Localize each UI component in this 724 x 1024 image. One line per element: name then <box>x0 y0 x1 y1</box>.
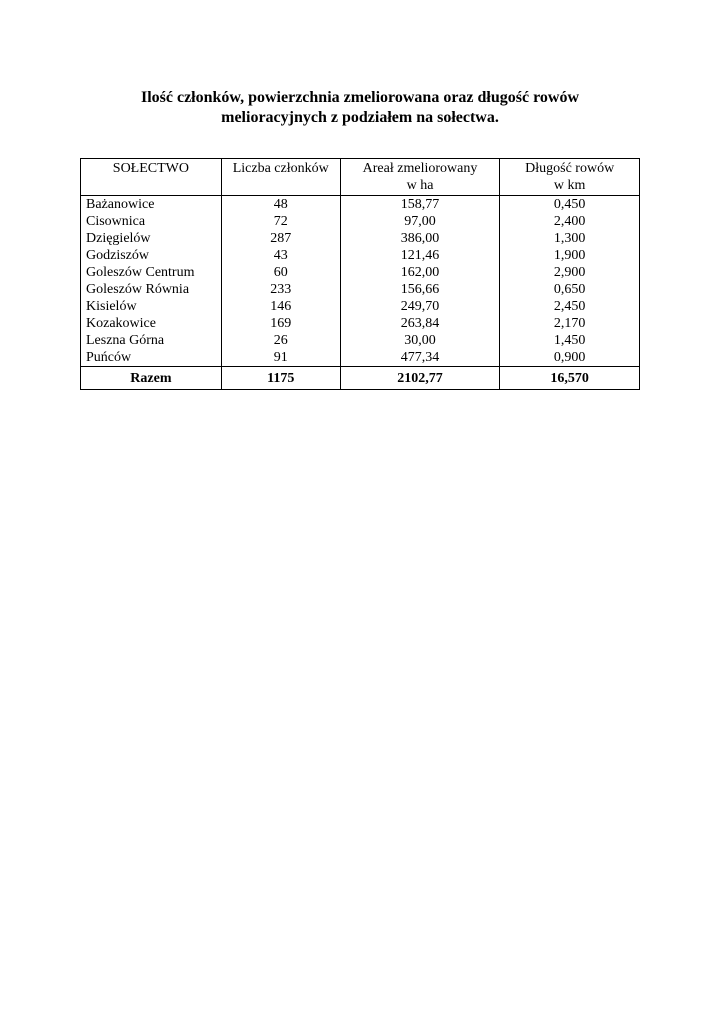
cell-length: 2,400 <box>500 213 640 230</box>
cell-length: 2,170 <box>500 315 640 332</box>
cell-area: 156,66 <box>340 281 500 298</box>
column-header-members: Liczba członków <box>221 159 340 196</box>
table-row <box>81 247 640 264</box>
cell-solectwo: Dzięgielów <box>81 230 222 247</box>
cell-members: 43 <box>221 247 340 264</box>
cell-members: 26 <box>221 332 340 349</box>
cell-members: 48 <box>221 196 340 214</box>
table-row <box>81 315 640 332</box>
table-header-row <box>81 159 640 196</box>
cell-solectwo: Godziszów <box>81 247 222 264</box>
column-header-solectwo: SOŁECTWO <box>81 159 222 196</box>
cell-solectwo: Bażanowice <box>81 196 222 214</box>
cell-members: 146 <box>221 298 340 315</box>
table-total-row <box>81 367 640 390</box>
table-header <box>81 159 640 196</box>
table-row <box>81 298 640 315</box>
document-title <box>80 88 640 128</box>
cell-area: 386,00 <box>340 230 500 247</box>
cell-solectwo: Goleszów Centrum <box>81 264 222 281</box>
cell-solectwo: Goleszów Równia <box>81 281 222 298</box>
table-row <box>81 349 640 367</box>
cell-members: 287 <box>221 230 340 247</box>
table-row <box>81 230 640 247</box>
cell-length: 2,900 <box>500 264 640 281</box>
cell-solectwo: Cisownica <box>81 213 222 230</box>
cell-solectwo: Kozakowice <box>81 315 222 332</box>
cell-length: 0,900 <box>500 349 640 367</box>
table-row <box>81 264 640 281</box>
cell-area: 121,46 <box>340 247 500 264</box>
cell-solectwo: Kisielów <box>81 298 222 315</box>
cell-area: 97,00 <box>340 213 500 230</box>
cell-members: 72 <box>221 213 340 230</box>
cell-length: 0,450 <box>500 196 640 214</box>
cell-length: 2,450 <box>500 298 640 315</box>
document-title-line-2: melioracyjnych z podziałem na sołectwa. <box>221 109 499 126</box>
cell-members: 169 <box>221 315 340 332</box>
table-row <box>81 332 640 349</box>
table-footer <box>81 367 640 390</box>
data-table <box>80 158 640 390</box>
cell-area: 162,00 <box>340 264 500 281</box>
table-row <box>81 196 640 214</box>
total-members: 1175 <box>221 367 340 390</box>
column-header-length: Długość rowów w km <box>500 159 640 196</box>
cell-area: 477,34 <box>340 349 500 367</box>
cell-area: 158,77 <box>340 196 500 214</box>
cell-members: 60 <box>221 264 340 281</box>
cell-members: 233 <box>221 281 340 298</box>
column-header-area: Areał zmeliorowany w ha <box>340 159 500 196</box>
cell-length: 1,450 <box>500 332 640 349</box>
cell-area: 30,00 <box>340 332 500 349</box>
cell-area: 249,70 <box>340 298 500 315</box>
total-area: 2102,77 <box>340 367 500 390</box>
cell-length: 0,650 <box>500 281 640 298</box>
cell-length: 1,300 <box>500 230 640 247</box>
total-label: Razem <box>81 367 222 390</box>
table-body <box>81 196 640 367</box>
document-title-line-1: Ilość członków, powierzchnia zmeliorowana oraz długość rowów <box>140 89 580 106</box>
table-row <box>81 281 640 298</box>
cell-length: 1,900 <box>500 247 640 264</box>
cell-members: 91 <box>221 349 340 367</box>
table-row <box>81 213 640 230</box>
total-length: 16,570 <box>500 367 640 390</box>
cell-solectwo: Puńców <box>81 349 222 367</box>
cell-solectwo: Leszna Górna <box>81 332 222 349</box>
cell-area: 263,84 <box>340 315 500 332</box>
